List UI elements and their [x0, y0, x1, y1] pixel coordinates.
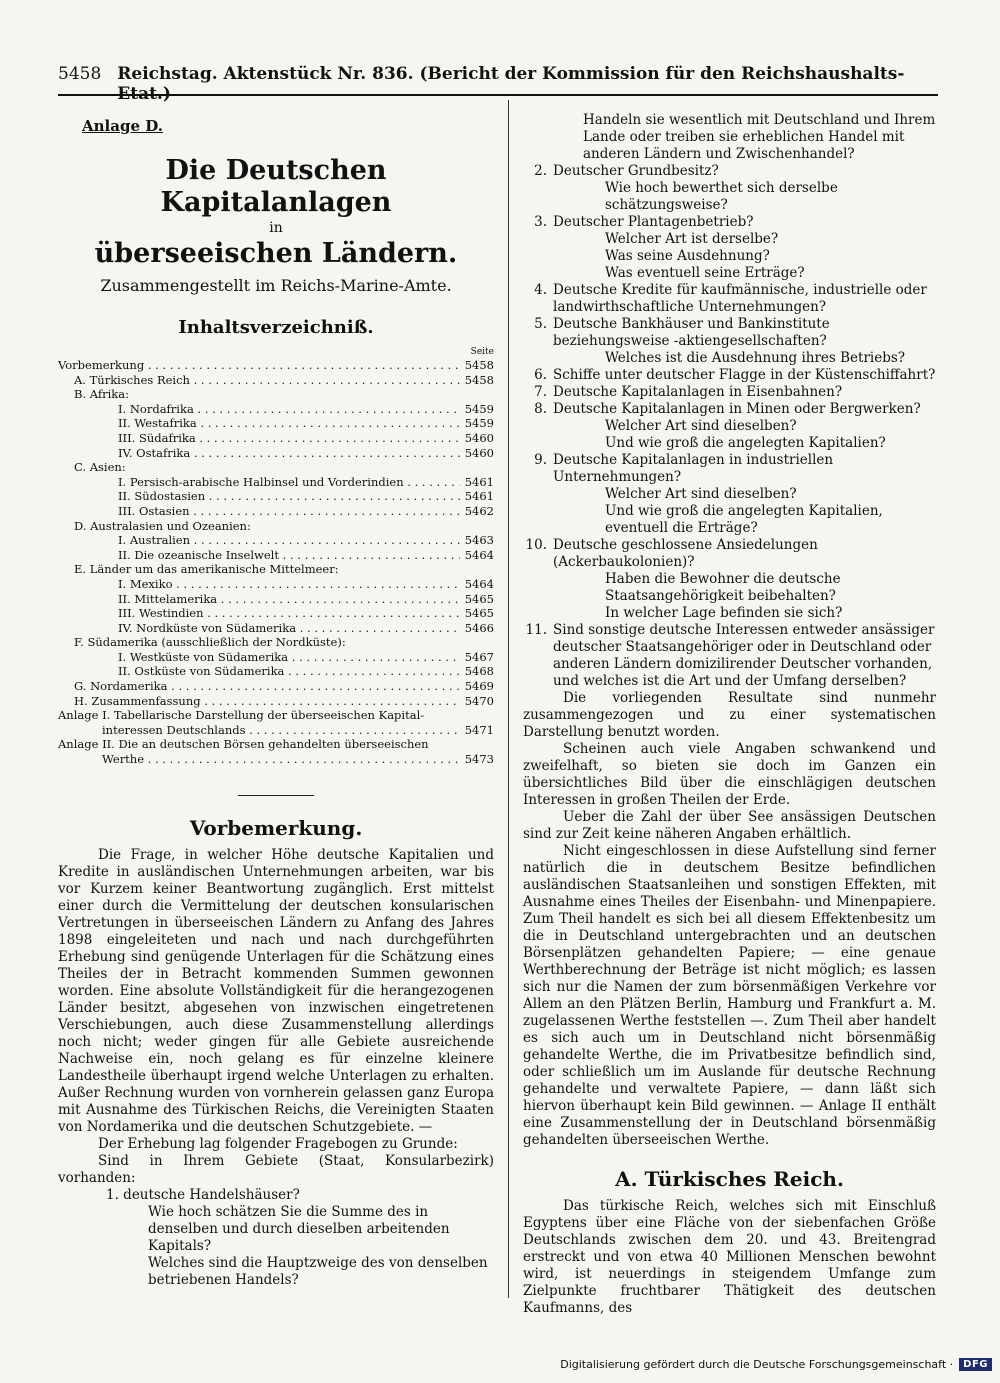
subtitle: Zusammengestellt im Reichs-Marine-Amte. — [100, 276, 452, 295]
toc-row — [58, 592, 494, 607]
question-body — [553, 282, 936, 316]
toc-title: Inhaltsverzeichniß. — [178, 317, 374, 338]
question-item — [523, 316, 936, 367]
toc-anlage-2-line1: Anlage II. Die an deutschen Börsen gehandelten überseeischen — [58, 737, 429, 752]
right-paragraph-3: Ueber die Zahl der über See ansässigen Deutschen sind zur Zeit keine näheren Angaben erhältlich. — [523, 809, 936, 842]
toc-entry-label: D. Australasien und Ozeanien: — [74, 518, 251, 533]
main-title-line2: überseeischen Ländern. — [94, 238, 458, 269]
toc-entry-page: 5465 — [464, 591, 494, 606]
question-item — [523, 537, 936, 622]
question-item — [523, 214, 936, 282]
section-separator — [238, 795, 314, 796]
question-number: 5. — [534, 316, 547, 332]
toc-row — [58, 446, 494, 461]
question-subquestion: Welches ist die Ausdehnung ihres Betriebs? — [605, 350, 906, 366]
question-1-label: 1. deutsche Handelshäuser? — [106, 1186, 300, 1203]
toc-entry-label: II. Die ozeanische Inselwelt . . . — [118, 548, 460, 563]
toc-row — [58, 416, 494, 431]
toc-entry-label: I. Australien . . . — [118, 533, 460, 548]
toc-entry-page: 5465 — [464, 606, 494, 621]
question-subquestion: Welcher Art sind dieselben? — [605, 418, 797, 434]
toc-entry-page: 5459 — [464, 401, 494, 416]
question-number: 8. — [534, 401, 547, 417]
toc-entry-page: 5460 — [464, 445, 494, 460]
toc-entry-page: 5467 — [464, 649, 494, 664]
question-number: 3. — [534, 214, 547, 230]
question-1-sub-1: Wie hoch schätzen Sie die Summe des in denselben und durch dieselben arbeitenden Kapitals? — [148, 1203, 450, 1254]
question-number: 6. — [534, 367, 547, 383]
toc-anlage-2-line2-row — [58, 752, 494, 767]
vorbemerkung-paragraph-1: Die Frage, in welcher Höhe deutsche Kapitalien und Kredite in ausländischen Unternehmungen arbeiten, war bis vor Kurzem keiner Beantwortung zugänglich. Erst mittelst einer durch die Vermittelung der deutschen konsularischen Vertretungen in überseeischen Ländern zu Anfang des Jahres 1898 eingeleiteten und nach und nach durchgeführten Erhebung sind genügende Unterlagen für die Schätzung eines Theiles der in Betracht kommenden Summen gewonnen worden. Eine absolute Vollständigkeit für die herangezogenen Länder besitzt, abgesehen von inzwischen eingetretenen Verschiebungen, auch diese Zusammenstellung allerdings noch nicht; weder gingen für alle Gebiete ausreichende Nachweise ein, noch gelang es für einzelne kleinere Landestheile überhaupt irgend welche Unterlagen zu erhalten. Außer Rechnung wurden von vornherein gelassen ganz Europa mit Ausnahme des Türkischen Reichs, die Vereinigten Staaten von Nordamerika und die deutschen Schutzgebiete. — — [58, 846, 494, 1135]
header-rule — [58, 94, 938, 96]
toc-row — [58, 635, 494, 650]
running-title: Reichstag. Aktenstück Nr. 836. (Bericht der Kommission für den Reichshaushalts-Etat.) — [117, 64, 905, 104]
toc-entry-label: IV. Ostafrika . . . — [118, 446, 460, 461]
question-number: 7. — [534, 384, 547, 400]
toc-row — [58, 387, 494, 402]
question-body — [553, 214, 936, 282]
anlage-label: Anlage D. — [82, 117, 163, 135]
question-text: Deutsche Kredite für kaufmännische, industrielle oder landwirthschaftliche Unternehmungen? — [553, 282, 927, 315]
toc-row — [58, 358, 494, 373]
toc-entry-page: 5459 — [464, 416, 494, 431]
question-text: Deutsche geschlossene Ansiedelungen (Ackerbaukolonien)? — [553, 537, 818, 570]
toc-row — [58, 664, 494, 679]
toc-entry-page: 5463 — [464, 533, 494, 548]
question-item — [523, 452, 936, 537]
toc-row — [58, 489, 494, 504]
toc-entry-label: G. Nordamerika . . . — [74, 679, 460, 694]
toc-anlage-1-line1: Anlage I. Tabellarische Darstellung der überseeischen Kapital- — [58, 708, 425, 723]
toc-row — [58, 504, 494, 519]
toc-row — [58, 402, 494, 417]
question-text: Schiffe unter deutscher Flagge in der Küstenschiffahrt? — [553, 367, 936, 383]
toc-anlage-1 — [58, 708, 494, 737]
toc-entry-label: II. Ostküste von Südamerika . . . — [118, 664, 460, 679]
toc-row — [58, 694, 494, 709]
toc-entry-label: III. Ostasien . . . — [118, 504, 460, 519]
toc-entry-label: H. Zusammenfassung . . . — [74, 694, 460, 709]
toc-entry-page: 5468 — [464, 664, 494, 679]
toc-entry-page: 5458 — [464, 372, 494, 387]
toc-entry-label: I. Nordafrika . . . — [118, 402, 460, 417]
toc-entry-page: 5460 — [464, 430, 494, 445]
question-number: 2. — [534, 163, 547, 179]
dfg-logo: DFG — [959, 1358, 992, 1371]
toc-entry-page: 5461 — [464, 474, 494, 489]
question-body — [553, 537, 936, 622]
question-item — [523, 384, 936, 401]
toc-row — [58, 650, 494, 665]
toc-entry-label: Vorbemerkung . . . — [58, 358, 460, 373]
question-subquestion: Und wie groß die angelegten Kapitalien? — [605, 435, 886, 451]
question-subquestion: Wie hoch bewerthet sich derselbe schätzungsweise? — [605, 180, 838, 213]
toc-entry-label: F. Südamerika (ausschließlich der Nordküste): — [74, 635, 346, 650]
toc-entry-label: III. Südafrika . . . — [118, 431, 460, 446]
question-list — [523, 163, 936, 690]
toc-row — [58, 679, 494, 694]
toc-entry-page: 5461 — [464, 489, 494, 504]
question-text: Deutsche Kapitalanlagen in Minen oder Bergwerken? — [553, 401, 921, 417]
toc-entry-label: I. Westküste von Südamerika . . . — [118, 650, 460, 665]
question-number: 4. — [534, 282, 547, 298]
table-of-contents — [58, 358, 494, 708]
toc-entry-page: 5458 — [464, 358, 494, 372]
toc-anlage-1-page: 5471 — [464, 722, 494, 737]
question-number: 10. — [525, 537, 547, 553]
vorbemerkung-paragraph-3: Sind in Ihrem Gebiete (Staat, Konsularbezirk) vorhanden: — [58, 1152, 494, 1186]
section-a-paragraph-1: Das türkische Reich, welches sich mit Einschluß Egyptens über eine Fläche von der siebenfachen Größe Deutschlands zwischen dem 20. und 43. Breitengrad erstreckt und von etwa 40 Millionen Menschen bewohnt wird, ist neuerdings in steigendem Umfange zum Zielpunkte fruchtbarer Thätigkeit des deutschen Kaufmanns, des — [523, 1198, 936, 1316]
toc-anlage-1-line2: interessen Deutschlands . . . — [102, 723, 460, 738]
toc-anlage-2-line2: Werthe . . . — [102, 752, 460, 767]
toc-anlage-2-page: 5473 — [464, 752, 494, 767]
question-subquestion: Welcher Art sind dieselben? — [605, 486, 797, 502]
question-subquestion: Haben die Bewohner die deutsche Staatsangehörigkeit beibehalten? — [605, 571, 841, 604]
question-subquestion: Was eventuell seine Erträge? — [605, 265, 805, 281]
toc-entry-page: 5469 — [464, 679, 494, 694]
main-title-line1: Die Deutschen Kapitalanlagen — [160, 155, 392, 218]
section-a-heading: A. Türkisches Reich. — [615, 1167, 844, 1191]
question-subquestion: In welcher Lage befinden sie sich? — [605, 605, 843, 621]
toc-entry-label: II. Mittelamerika . . . — [118, 592, 460, 607]
toc-row — [58, 431, 494, 446]
question-text: Deutscher Grundbesitz? — [553, 163, 719, 179]
toc-entry-label: I. Mexiko . . . — [118, 577, 460, 592]
toc-entry-label: E. Länder um das amerikanische Mittelmeer: — [74, 562, 339, 577]
question-item — [523, 401, 936, 452]
toc-anlage-1-line2-row — [58, 723, 494, 738]
question-body — [553, 401, 936, 452]
toc-entry-label: IV. Nordküste von Südamerika . . . — [118, 621, 460, 636]
toc-row — [58, 519, 494, 534]
question-item — [523, 163, 936, 214]
question-body — [553, 452, 936, 537]
column-divider — [508, 100, 509, 1298]
page-header — [58, 64, 938, 104]
question-1-sub-2: Welches sind die Hauptzweige des von denselben betriebenen Handels? — [148, 1254, 488, 1288]
question-body — [553, 384, 936, 401]
right-paragraph-4: Nicht eingeschlossen in diese Aufstellung sind ferner natürlich die in deutschem Besitze befindlichen ausländischen Staatsanleihen und sonstigen Effekten, mit Ausnahme eines Theiles der Eisenbahn- und Minenpapiere. Zum Theil handelt es sich bei all diesem Effektenbesitz um die in Deutschland untergebrachten und an deutschen Börsenplätzen gehandelten Papiere; — eine genaue Werthberechnung der Beträge ist nicht möglich; es lassen sich nur die Namen der zum börsenmäßigen Verkehre vor Allem an den Plätzen Berlin, Hamburg und Frankfurt a. M. zugelassenen Werthe feststellen —. Zum Theil aber handelt es sich auch um in Deutschland nicht börsenmäßig gehandelte Werthe, die im Privatbesitze befindlich sind, oder schließlich um im Auslande für deutsche Rechnung gehandelte und verwaltete Papiere, — dann läßt sich hiervon überhaupt kein Bild gewinnen. — Anlage II enthält eine Zusammenstellung der in Deutschland börsenmäßig gehandelten überseeischen Werthe. — [523, 843, 936, 1148]
question-body — [553, 316, 936, 367]
toc-entry-page: 5462 — [464, 503, 494, 518]
toc-entry-page: 5464 — [464, 547, 494, 562]
question-text: Deutsche Kapitalanlagen in industriellen Unternehmungen? — [553, 452, 834, 485]
right-column — [523, 112, 936, 1317]
toc-entry-label: B. Afrika: — [74, 387, 129, 402]
left-column — [58, 112, 494, 1289]
vorbemerkung-heading: Vorbemerkung. — [189, 815, 363, 840]
question-body — [553, 367, 936, 384]
toc-entry-page: 5464 — [464, 576, 494, 591]
right-paragraph-2: Scheinen auch viele Angaben schwankend und zweifelhaft, so bieten sie doch im Ganzen ein übersichtliches Bild über die einschlägigen deutschen Interessen in großen Theilen der Erde. — [523, 741, 936, 808]
toc-row — [58, 533, 494, 548]
question-subquestion: Und wie groß die angelegten Kapitalien, eventuell die Erträge? — [605, 503, 883, 536]
toc-entry-label: A. Türkisches Reich . . . — [74, 373, 460, 388]
toc-entry-label: I. Persisch-arabische Halbinsel und Vorderindien . . . — [118, 475, 460, 490]
toc-row — [58, 460, 494, 475]
toc-anlage-2 — [58, 737, 494, 766]
main-title-in: in — [269, 220, 283, 236]
question-subquestion: Welcher Art ist derselbe? — [605, 231, 779, 247]
question-text: Sind sonstige deutsche Interessen entweder ansässiger deutscher Staatsangehöriger oder in Deutschland oder anderen Ländern domizilirender Deutscher vorhanden, und welches ist die Art und der Umfang derselben? — [553, 622, 935, 689]
question-body — [553, 622, 936, 690]
toc-entry-label: III. Westindien . . . — [118, 606, 460, 621]
credit-text: Digitalisierung gefördert durch die Deutsche Forschungsgemeinschaft · — [560, 1358, 954, 1371]
toc-row — [58, 373, 494, 388]
vorbemerkung-paragraph-2: Der Erhebung lag folgender Fragebogen zu Grunde: — [98, 1135, 458, 1152]
question-text: Deutsche Kapitalanlagen in Eisenbahnen? — [553, 384, 843, 400]
toc-entry-label: II. Südostasien . . . — [118, 489, 460, 504]
question-text: Deutsche Bankhäuser und Bankinstitute beziehungsweise -aktiengesellschaften? — [553, 316, 830, 349]
page-number: 5458 — [58, 64, 102, 84]
question-subquestion: Was seine Ausdehnung? — [605, 248, 770, 264]
question-item — [523, 622, 936, 690]
toc-row — [58, 621, 494, 636]
question-body — [553, 163, 936, 214]
question-item — [523, 367, 936, 384]
question-item — [523, 282, 936, 316]
toc-row — [58, 548, 494, 563]
toc-entry-page: 5470 — [464, 693, 494, 708]
toc-page-header: Seite — [470, 347, 494, 357]
right-paragraph-1: Die vorliegenden Resultate sind nunmehr zusammengezogen und zu einer systematischen Darstellung benutzt worden. — [523, 690, 936, 740]
question-number: 9. — [534, 452, 547, 468]
toc-row — [58, 562, 494, 577]
toc-entry-label: II. Westafrika . . . — [118, 416, 460, 431]
digitization-credit — [560, 1358, 992, 1371]
toc-entry-page: 5466 — [464, 620, 494, 635]
toc-entry-label: C. Asien: — [74, 460, 126, 475]
question-text: Deutscher Plantagenbetrieb? — [553, 214, 754, 230]
question-1-continuation: Handeln sie wesentlich mit Deutschland und Ihrem Lande oder treiben sie erheblichen Handel mit anderen Ländern und Zwischenhandel? — [583, 112, 936, 162]
toc-row — [58, 606, 494, 621]
toc-row — [58, 577, 494, 592]
question-number: 11. — [525, 622, 547, 638]
toc-row — [58, 475, 494, 490]
